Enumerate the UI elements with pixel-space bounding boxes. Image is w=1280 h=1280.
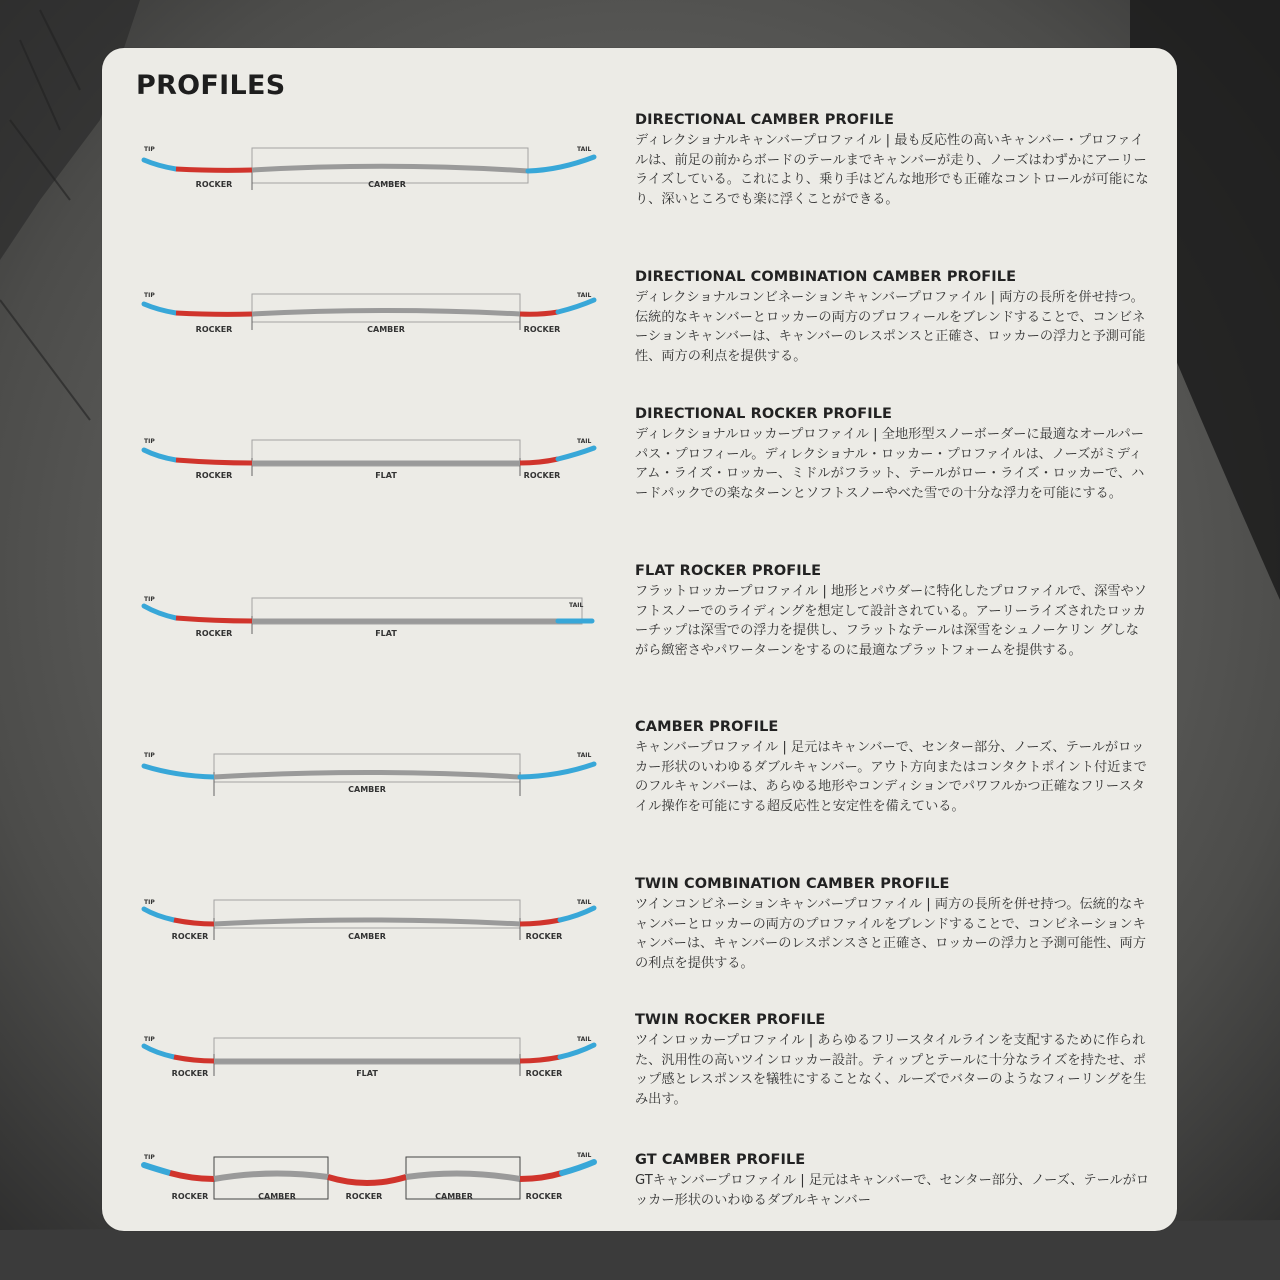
- camber-label: CAMBER: [368, 180, 406, 189]
- camber-label: CAMBER: [258, 1192, 296, 1201]
- flat-label: FLAT: [356, 1069, 378, 1078]
- tip-curve: [144, 304, 176, 313]
- rocker-segment: [174, 1057, 214, 1061]
- tip-label: TIP: [144, 292, 155, 299]
- rocker-segment: [174, 920, 214, 924]
- tail-curve: [558, 300, 594, 312]
- profile-heading: GT CAMBER PROFILE: [635, 1152, 806, 1168]
- profile-heading: TWIN COMBINATION CAMBER PROFILE: [635, 876, 950, 892]
- tip-label: TIP: [144, 899, 155, 906]
- camber-label: CAMBER: [367, 325, 405, 334]
- flat-label: FLAT: [375, 471, 397, 480]
- directional-combination-camber-diagram: [140, 286, 598, 366]
- profile-heading: TWIN ROCKER PROFILE: [635, 1012, 826, 1028]
- tail-label: TAIL: [577, 146, 592, 153]
- profile-flat-rocker: [635, 562, 1150, 660]
- tail-label: TAIL: [577, 292, 592, 299]
- tail-curve: [560, 908, 594, 920]
- tail-curve: [560, 1045, 594, 1057]
- tip-label: TIP: [144, 146, 155, 153]
- rocker-label: ROCKER: [345, 1192, 383, 1201]
- tip-curve: [144, 450, 176, 460]
- rocker-label: ROCKER: [195, 325, 233, 334]
- profile-description: ツインコンビネーションキャンバープロファイル | 両方の長所を併せ持つ。伝統的なキャンバーとロッカーの両方のプロファイルをブレンドすることで、コンビネーションキャンバーは、キャンバーのレスポンスさと正確さ、ロッカーの浮力と予測可能性、両方の利点を提供する。: [635, 897, 1146, 971]
- camber-frame: [214, 754, 520, 782]
- gt-camber-diagram: [140, 1151, 598, 1231]
- profile-description: GTキャンバープロファイル | 足元はキャンバーで、センター部分、ノーズ、テールがロッカー形状のいわゆるダブルキャンバー: [635, 1173, 1150, 1208]
- tip-curve: [144, 766, 214, 777]
- profile-directional-combination-camber: [635, 268, 1150, 366]
- profile-directional-camber: [635, 111, 1150, 209]
- tail-label: TAIL: [569, 602, 584, 609]
- tip-curve: [144, 160, 176, 169]
- rocker-label: ROCKER: [525, 1192, 563, 1201]
- profile-heading: FLAT ROCKER PROFILE: [635, 563, 822, 579]
- rocker-label: ROCKER: [171, 1192, 209, 1201]
- page-title: PROFILES: [136, 70, 286, 101]
- flat-label: FLAT: [375, 629, 397, 638]
- rocker-label: ROCKER: [523, 325, 561, 334]
- profile-heading: DIRECTIONAL COMBINATION CAMBER PROFILE: [635, 269, 1017, 285]
- profile-description: ディレクショナルロッカープロファイル | 全地形型スノーボーダーに最適なオールパーパス・プロフィール。ディレクショナル・ロッカー・プロファイルは、ノーズがミディアム・ライズ・ロッカー、ミドルがフラット、テールがロー・ライズ・ロッカーで、ハードパックでの楽なターンとソフトスノーやべた雪での十分な浮力を可能にする。: [635, 427, 1145, 501]
- profile-description: ツインロッカープロファイル | あらゆるフリースタイルラインを支配するために作られた、汎用性の高いツインロッカー設計。ティップとテールに十分なライズを持たせ、ポップ感とレスポンスを犠牲にすることなく、ルーズでバターのようなフィーリングを生み出す。: [635, 1033, 1147, 1107]
- camber-label: CAMBER: [348, 785, 386, 794]
- rocker-label: ROCKER: [195, 471, 233, 480]
- profile-description: ディレクショナルコンビネーションキャンバープロファイル | 両方の長所を併せ持つ。伝統的なキャンバーとロッカーの両方のプロフィールをブレンドすることで、コンビネーションキャンバーは、キャンバーのレスポンスと正確さ、ロッカーの浮力と予測可能性、両方の利点を提供する。: [635, 290, 1146, 364]
- rocker-segment: [176, 169, 252, 170]
- rocker-segment: [176, 460, 252, 463]
- rocker-label: ROCKER: [195, 629, 233, 638]
- profile-gt-camber: [635, 1151, 1150, 1210]
- profiles-card: [102, 48, 1177, 1231]
- twin-rocker-diagram: [140, 1034, 598, 1114]
- profile-description: キャンバープロファイル | 足元はキャンバーで、センター部分、ノーズ、テールがロッカー形状のいわゆるダブルキャンバー。アウト方向またはコンタクトポイント付近までのフルキャンバーは、あらゆる地形やコンディションでパワフルかつ正確なフリースタイル操作を可能にする超反応性と安定性を備えている。: [635, 740, 1147, 814]
- tip-label: TIP: [144, 596, 155, 603]
- tail-curve: [562, 1162, 594, 1173]
- tail-curve: [520, 764, 594, 777]
- rocker-label: ROCKER: [525, 932, 563, 941]
- tail-label: TAIL: [577, 752, 592, 759]
- camber-label: CAMBER: [348, 932, 386, 941]
- rocker-label: ROCKER: [171, 932, 209, 941]
- tail-label: TAIL: [577, 1152, 592, 1159]
- tail-curve: [528, 157, 594, 171]
- directional-camber-diagram: [140, 140, 598, 220]
- tip-curve: [144, 1046, 174, 1057]
- profile-camber: [635, 718, 1150, 816]
- camber-segment: [252, 311, 520, 315]
- tip-curve: [144, 606, 176, 618]
- camber-diagram: [140, 748, 598, 828]
- camber-label: CAMBER: [435, 1192, 473, 1201]
- profile-description: ディレクショナルキャンバープロファイル | 最も反応性の高いキャンバー・プロファイルは、前足の前からボードのテールまでキャンバーが走り、ノーズはわずかにアーリーライズしている。これにより、乗り手はどんな地形でも正確なコントロールが可能になり、深いところでも楽に浮くことができる。: [635, 133, 1149, 207]
- profile-twin-rocker: [635, 1011, 1150, 1109]
- tip-label: TIP: [144, 1154, 155, 1161]
- camber-segment: [214, 773, 520, 778]
- camber-segment: [252, 166, 528, 171]
- profile-description: フラットロッカープロファイル | 地形とパウダーに特化したプロファイルで、深雪やソフトスノーでのライディングを想定して設計されている。アーリーライズされたロッカーチップは深雪での浮力を提供し、フラットなテールは深雪をシュノーケリン グしながら緻密さやパワーターンをするのに最適なプラットフォームを提供する。: [635, 584, 1147, 658]
- rocker-segment: [520, 920, 560, 924]
- tip-label: TIP: [144, 438, 155, 445]
- tail-label: TAIL: [577, 438, 592, 445]
- rocker-segment: [520, 312, 558, 314]
- tip-curve: [144, 909, 174, 920]
- profile-directional-rocker: [635, 405, 1150, 503]
- flat-rocker-diagram: [140, 592, 598, 672]
- rocker-segment: [520, 1173, 562, 1179]
- camber-segment: [406, 1173, 520, 1179]
- directional-rocker-diagram: [140, 434, 598, 514]
- tip-curve: [144, 1165, 170, 1173]
- twin-combination-camber-diagram: [140, 896, 598, 976]
- tail-label: TAIL: [577, 1036, 592, 1043]
- rocker-label: ROCKER: [523, 471, 561, 480]
- rocker-segment: [520, 1057, 560, 1061]
- profile-heading: CAMBER PROFILE: [635, 719, 779, 735]
- rocker-segment: [170, 1173, 214, 1179]
- tip-label: TIP: [144, 752, 155, 759]
- camber-segment: [214, 920, 520, 924]
- profile-heading: DIRECTIONAL ROCKER PROFILE: [635, 406, 893, 422]
- rocker-label: ROCKER: [171, 1069, 209, 1078]
- rocker-segment: [176, 313, 252, 314]
- rocker-segment: [520, 459, 558, 463]
- tip-label: TIP: [144, 1036, 155, 1043]
- camber-segment: [214, 1173, 328, 1179]
- rocker-segment: [176, 618, 252, 621]
- rocker-label: ROCKER: [195, 180, 233, 189]
- profile-heading: DIRECTIONAL CAMBER PROFILE: [635, 112, 895, 128]
- tail-label: TAIL: [577, 899, 592, 906]
- rocker-label: ROCKER: [525, 1069, 563, 1078]
- profile-twin-combination-camber: [635, 875, 1150, 973]
- tail-curve: [558, 448, 594, 459]
- rocker-segment: [328, 1177, 406, 1183]
